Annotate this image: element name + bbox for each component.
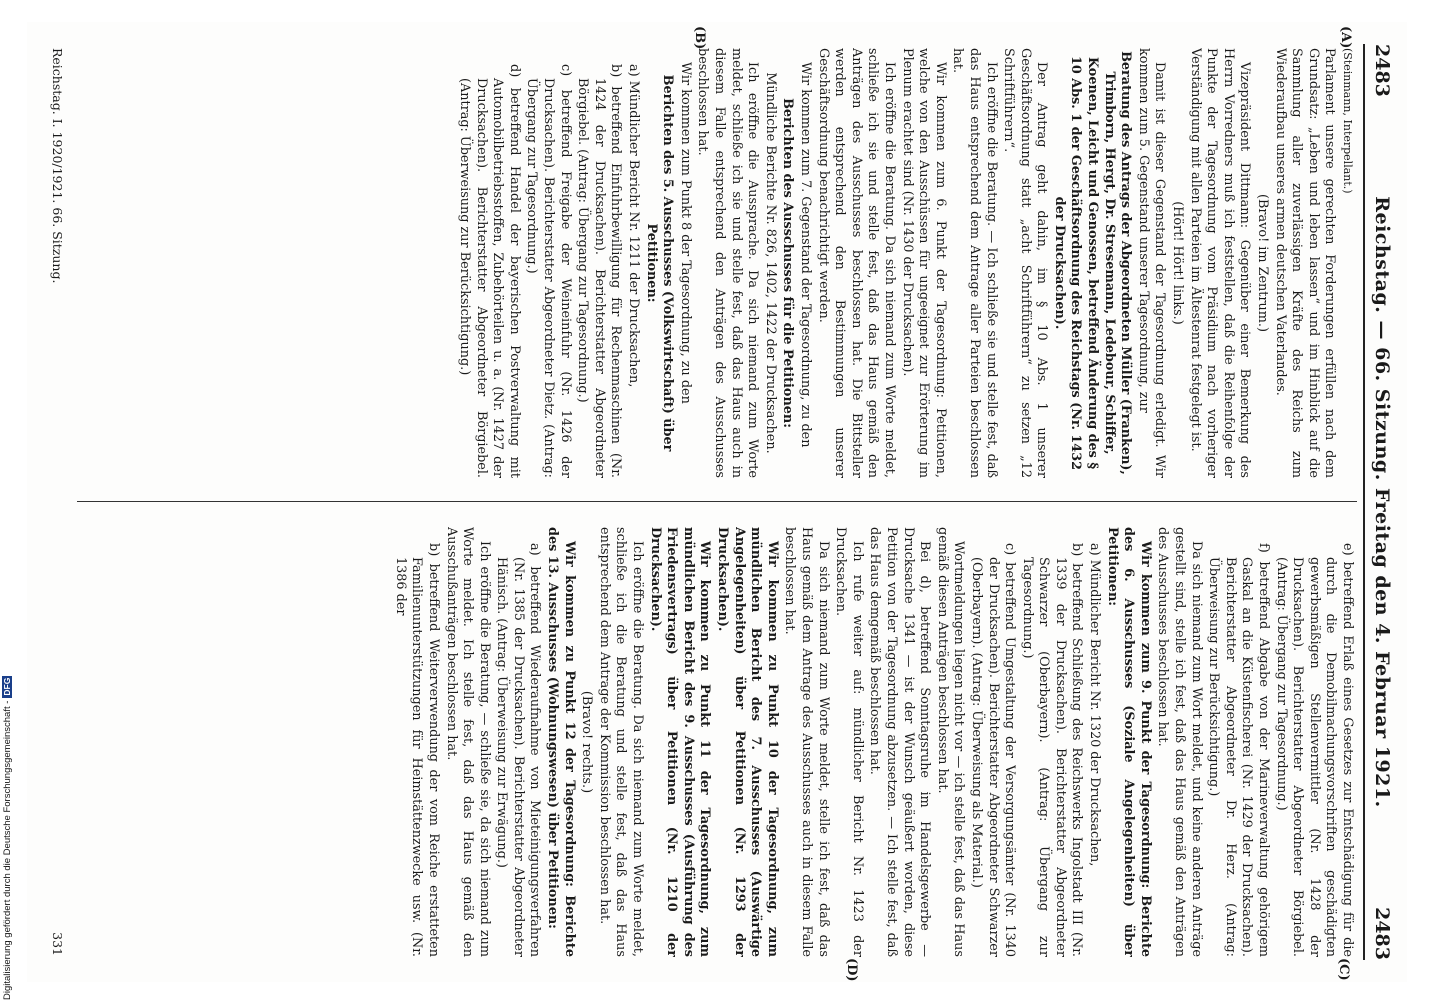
agenda-heading: Wir kommen zu Punkt 10 der Tagesordnung, zum mündlichen Bericht des 7. Ausschusses (Auswärtige Angelegenheiten) über Petitionen (Nr. 1293 der Drucksachen). — [715, 527, 780, 957]
footer-source: Reichstag. I. 1920/1921. 66. Sitzung. — [50, 48, 65, 284]
interjection: (Bravo! rechts.) — [579, 690, 595, 794]
agenda-heading: Berichten des 5. Ausschusses (Volkswirtschaft) über Petitionen: — [643, 74, 676, 452]
speaker-tag: (Steinmann, Interpellant.) — [1341, 48, 1354, 194]
list-item: b) betreffend Schließung des Reichswerks Ingolstadt III (Nr. 1339 der Drucksachen). Berichterstatter Abgeordneter Schwarzer (Oberbayern). (Antrag: Übergang zur Tagesordnung.) — [1019, 543, 1085, 957]
margin-marker-d: (D) — [844, 958, 859, 982]
paragraph: Ich eröffne die Beratung, — schließe sie, da sich niemand zum Worte meldet. Ich stelle fest, daß das Haus gemäß den Ausschußanträgen beschlossen hat. — [443, 527, 492, 957]
header-rule — [1363, 44, 1365, 960]
running-title: Reichstag. — 66. Sitzung. Freitag den 4. Februar 1921. — [1371, 196, 1393, 808]
page-number-left: 2483 — [1371, 44, 1393, 97]
dfg-logo: DFG — [2, 677, 12, 696]
page-footer — [45, 48, 65, 956]
paragraph: Wortmeldungen liegen nicht vor — ich stelle fest, daß das Haus gemäß diesen Anträgen beschlossen hat. — [934, 527, 967, 957]
left-text-column — [85, 48, 1355, 478]
paragraph: Da sich niemand zum Worte meldet, stelle ich fest, daß das Haus gemäß dem Antrage des Ausschusses auch in diesem Falle beschlossen hat. — [782, 527, 831, 957]
paragraph: Parlament unsere gerechten Forderungen erfüllen nach dem Grundsatz: „Leben und leben lassen“ und im Hinblick auf die Sammlung aller zuverlässigen Kräfte des Reichs zum Wiederaufbau unseres armen deutschen Vaterlandes. — [1272, 48, 1338, 478]
subheading: Mündliche Berichte Nr. 826, 1402, 1422 der Drucksachen. — [762, 72, 778, 454]
paragraph: Wir kommen zum 7. Gegenstand der Tagesordnung, zu den — [798, 62, 813, 448]
column-divider — [77, 501, 1357, 502]
paragraph: Ich eröffne die Beratung. Da sich niemand zum Worte meldet, schließe ich die Beratung und stelle fest, daß das Haus entsprechend dem Antrage der Kommission beschlossen hat. — [596, 527, 646, 957]
list-item: b) betreffend Weiterverwendung der vom Reiche erstatteten Familienunterstützungen für Heimstättenzwecke usw. (Nr. 1386 der — [392, 543, 441, 957]
rotated-document-page — [27, 22, 1407, 982]
agenda-heading: Wir kommen zu Punkt 11 der Tagesordnung, zum mündlichen Bericht des 9. Ausschusses (Ausführung des Friedensvertrags) über Petitionen (Nr. 1210 der Drucksachen). — [647, 527, 713, 957]
margin-marker-c: (C) — [1336, 958, 1351, 981]
list-item: c) betreffend Freigabe der Weineinfuhr (Nr. 1426 der Drucksachen). Berichterstatter Abgeordneter Dietz. (Antrag: Übergang zur Tagesordnung.) — [524, 64, 573, 478]
interjection: (Hört! Hört! links.) — [1170, 201, 1186, 325]
page-header — [1365, 44, 1395, 960]
list-item: d) betreffend Handel der bayerischen Postverwaltung mit Automobilbetriebsstoffen, Zubehörteilen u. a. (Nr. 1427 der Drucksachen). Berichterstatter Abgeordneter Börgiebel. (Antrag: Überweisung zur Berücksichtigung.) — [457, 64, 522, 478]
right-text-column — [85, 527, 1355, 957]
paragraph: Vizepräsident Dittmann: Gegenüber einer Bemerkung des Herrn Vorredners muß ich feststellen, daß die Reihenfolge der Punkte der Tagesordnung vom Präsidium nach vorheriger Verständigung mit allen Parteien im Ältestenrat festgelegt ist. — [1187, 48, 1253, 478]
list-item: e) betreffend Erlaß eines Gesetzes zur Entschädigung für die durch die Demobilmachungsvorschriften geschädigten gewerbsmäßigen Stellenvermittler (Nr. 1428 der Drucksachen). Berichterstatter Abgeordneter Börgiebel. (Antrag: Übergang zur Tagesordnung.) — [1273, 543, 1355, 957]
footer-page-number: 331 — [50, 932, 65, 956]
list-item: a) Mündlicher Bericht Nr. 1211 der Drucksachen, — [626, 64, 642, 388]
paragraph: Ich eröffne die Beratung. Da sich niemand zum Worte meldet, schließe ich sie und stelle fest, daß das Haus gemäß den Anträgen des Ausschusses beschlossen hat. Die Bittsteller werden entsprechend den Bestimmungen unserer Geschäftsordnung benachrichtigt werden. — [815, 48, 897, 478]
credit-text: Digitalisierung gefördert durch die Deutsche Forschungsgemeinschaft - — [2, 700, 13, 1000]
paragraph: Da sich niemand zum Wort meldet, und keine anderen Anträge gestellt sind, stelle ich fest, daß das Haus gemäß den Anträgen des Ausschusses beschlossen hat. — [1155, 527, 1204, 957]
paragraph: Bei d), betreffend Sonntagsruhe im Handelsgewerbe — Drucksache 1341 — ist der Wunsch geäußert worden, diese Petition von der Tagesordnung abzusetzen. — Ich stelle fest, daß das Haus demgemäß beschlossen hat. — [867, 527, 933, 957]
page-number-right: 2483 — [1371, 907, 1393, 960]
list-item: a) betreffend Wiederaufnahme von Mieteinigungsverfahren (Nr. 1385 der Drucksachen). Berichterstatter Abgeordneter Hänisch. (Antrag: Überweisung zur Erwägung.) — [494, 543, 543, 957]
digitization-credit — [2, 676, 13, 1000]
paragraph: Wir kommen zum Punkt 8 der Tagesordnung, zu den — [677, 62, 693, 404]
paragraph: Ich eröffne die Aussprache. Da sich niemand zum Worte meldet, schließe ich sie und stelle fest, daß das Haus auch in diesem Falle entsprechend den Anträgen des Ausschusses beschlossen hat. — [695, 48, 761, 478]
list-item: b) betreffend Einfuhrbewilligung für Rechenmaschinen (Nr. 1424 der Drucksachen). Berichterstatter Abgeordneter Börgiebel. (Antrag: Übergang zur Tagesordnung.) — [575, 64, 624, 478]
agenda-heading: Beratung des Antrags der Abgeordneten Müller (Franken), Trimborn, Hergt, Dr. Stresemann, Ledebour, Schiffer, Koenen, Leicht und Genossen, betreffend Änderung des § 10 Abs. 1 der Geschäftsordnung des Reichstags (Nr. 1432 der Drucksachen). — [1051, 51, 1134, 475]
paragraph: Ich eröffne die Beratung. — Ich schließe sie und stelle fest, daß das Haus entsprechend dem Antrage aller Parteien beschlossen hat. — [950, 48, 999, 478]
list-item: c) betreffend Umgestaltung der Versorgungsämter (Nr. 1340 der Drucksachen). Berichterstatter Abgeordneter Schwarzer (Oberbayern). (Antrag: Überweisung als Material.) — [968, 543, 1018, 957]
margin-marker-b: (B) — [692, 26, 707, 50]
paragraph: Wir kommen zum 6. Punkt der Tagesordnung: Petitionen, welche von den Ausschüssen für ungeeignet zur Erörterung im Plenum erachtet sind (Nr. 1430 der Drucksachen). — [899, 48, 948, 478]
agenda-heading: Wir kommen zum 9. Punkt der Tagesordnung: Berichte des 6. Ausschusses (Soziale Angelegenheiten) über Petitionen: — [1104, 527, 1153, 957]
agenda-heading: Wir kommen zu Punkt 12 der Tagesordnung: Berichte des 13. Ausschusses (Wohnungswesen) über Petitionen: — [545, 527, 577, 957]
paragraph: Ich rufe weiter auf: mündlicher Bericht Nr. 1423 der Drucksachen. — [833, 527, 865, 957]
interjection: (Bravo! im Zentrum.) — [1255, 194, 1271, 332]
paragraph: Der Antrag geht dahin, im § 10 Abs. 1 unserer Geschäftsordnung statt „acht Schriftführern“ zu setzen „12 Schriftführern“. — [1001, 48, 1050, 478]
list-item: f) betreffend Abgabe von der Marineverwaltung gehörigem Gaskal an die Küstenfischerei (Nr. 1429 der Drucksachen). Berichterstatter Abgeordneter Dr. Herz. (Antrag: Überweisung zur Berücksichtigung.) — [1206, 543, 1272, 957]
margin-marker-a: (A) — [1338, 26, 1353, 49]
list-item: a) Mündlicher Bericht Nr. 1320 der Drucksachen, — [1087, 543, 1103, 867]
paragraph: Damit ist dieser Gegenstand der Tagesordnung erledigt. Wir kommen zum 5. Gegenstand unserer Tagesordnung, zur — [1135, 48, 1168, 478]
agenda-heading: Berichten des Ausschusses für die Petitionen: — [780, 98, 796, 428]
